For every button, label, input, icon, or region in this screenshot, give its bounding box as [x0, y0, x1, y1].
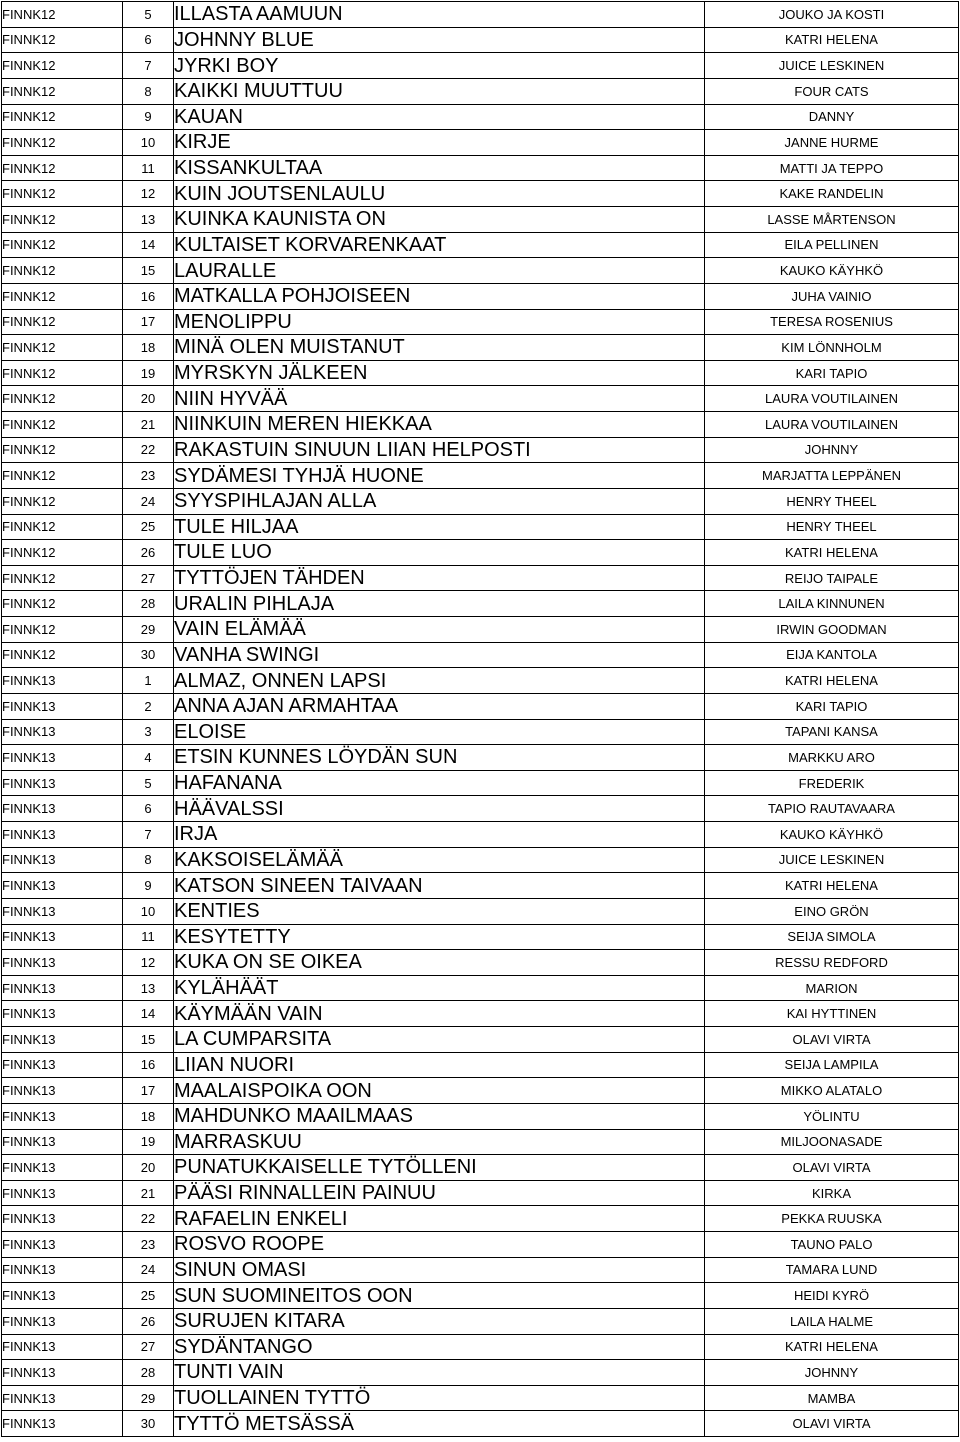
artist-cell: OLAVI VIRTA [705, 1411, 959, 1437]
disc-code-cell: FINNK13 [2, 975, 123, 1001]
disc-code-cell: FINNK12 [2, 514, 123, 540]
disc-code-cell: FINNK13 [2, 1283, 123, 1309]
disc-code-cell: FINNK12 [2, 78, 123, 104]
table-row [2, 1411, 959, 1437]
disc-code-cell: FINNK13 [2, 745, 123, 771]
track-number-cell: 20 [123, 386, 174, 412]
table-row [2, 283, 959, 309]
track-number-cell: 9 [123, 104, 174, 130]
table-row [2, 770, 959, 796]
disc-code-cell: FINNK13 [2, 1360, 123, 1386]
artist-cell: FREDERIK [705, 770, 959, 796]
track-number-cell: 26 [123, 540, 174, 566]
song-title-cell: MENOLIPPU [174, 309, 705, 335]
disc-code-cell: FINNK12 [2, 53, 123, 79]
disc-code-cell: FINNK12 [2, 2, 123, 28]
song-title-cell: MAALAISPOIKA OON [174, 1078, 705, 1104]
disc-code-cell: FINNK12 [2, 27, 123, 53]
artist-cell: KATRI HELENA [705, 668, 959, 694]
track-number-cell: 27 [123, 1334, 174, 1360]
song-title-cell: KIRJE [174, 130, 705, 156]
song-title-cell: MATKALLA POHJOISEEN [174, 283, 705, 309]
table-row [2, 1103, 959, 1129]
track-number-cell: 20 [123, 1155, 174, 1181]
track-number-cell: 14 [123, 232, 174, 258]
artist-cell: MATTI JA TEPPO [705, 155, 959, 181]
disc-code-cell: FINNK13 [2, 1052, 123, 1078]
artist-cell: PEKKA RUUSKA [705, 1206, 959, 1232]
song-title-cell: LIIAN NUORI [174, 1052, 705, 1078]
artist-cell: KATRI HELENA [705, 540, 959, 566]
artist-cell: KAUKO KÄYHKÖ [705, 822, 959, 848]
disc-code-cell: FINNK13 [2, 1385, 123, 1411]
table-row [2, 1360, 959, 1386]
track-number-cell: 15 [123, 258, 174, 284]
track-number-cell: 23 [123, 1232, 174, 1258]
song-title-cell: ALMAZ, ONNEN LAPSI [174, 668, 705, 694]
artist-cell: KIRKA [705, 1180, 959, 1206]
artist-cell: EIJA KANTOLA [705, 642, 959, 668]
table-row [2, 412, 959, 438]
table-row [2, 130, 959, 156]
disc-code-cell: FINNK12 [2, 335, 123, 361]
table-row [2, 53, 959, 79]
artist-cell: LAILA KINNUNEN [705, 591, 959, 617]
artist-cell: LAURA VOUTILAINEN [705, 412, 959, 438]
table-row [2, 1385, 959, 1411]
table-row [2, 1257, 959, 1283]
track-number-cell: 21 [123, 1180, 174, 1206]
song-title-cell: NIINKUIN MEREN HIEKKAA [174, 412, 705, 438]
track-number-cell: 5 [123, 770, 174, 796]
table-row [2, 1283, 959, 1309]
song-title-cell: ELOISE [174, 719, 705, 745]
table-row [2, 693, 959, 719]
disc-code-cell: FINNK13 [2, 719, 123, 745]
table-row [2, 540, 959, 566]
song-title-cell: KULTAISET KORVARENKAAT [174, 232, 705, 258]
disc-code-cell: FINNK12 [2, 309, 123, 335]
track-number-cell: 30 [123, 1411, 174, 1437]
song-title-cell: PUNATUKKAISELLE TYTÖLLENI [174, 1155, 705, 1181]
song-title-cell: KISSANKULTAA [174, 155, 705, 181]
disc-code-cell: FINNK12 [2, 437, 123, 463]
disc-code-cell: FINNK12 [2, 617, 123, 643]
song-title-cell: TYTTÖ METSÄSSÄ [174, 1411, 705, 1437]
artist-cell: SEIJA LAMPILA [705, 1052, 959, 1078]
track-number-cell: 21 [123, 412, 174, 438]
artist-cell: KATRI HELENA [705, 1334, 959, 1360]
artist-cell: EILA PELLINEN [705, 232, 959, 258]
track-number-cell: 10 [123, 130, 174, 156]
table-row [2, 104, 959, 130]
table-row [2, 232, 959, 258]
table-row [2, 1027, 959, 1053]
song-title-cell: ROSVO ROOPE [174, 1232, 705, 1258]
song-title-cell: KAIKKI MUUTTUU [174, 78, 705, 104]
song-title-cell: KATSON SINEEN TAIVAAN [174, 873, 705, 899]
artist-cell: JOUKO JA KOSTI [705, 2, 959, 28]
artist-cell: MARION [705, 975, 959, 1001]
track-number-cell: 11 [123, 924, 174, 950]
table-row [2, 1180, 959, 1206]
track-number-cell: 12 [123, 181, 174, 207]
song-title-cell: RAKASTUIN SINUUN LIIAN HELPOSTI [174, 437, 705, 463]
table-row [2, 1078, 959, 1104]
track-number-cell: 26 [123, 1308, 174, 1334]
table-row [2, 873, 959, 899]
song-title-cell: KUINKA KAUNISTA ON [174, 207, 705, 233]
artist-cell: JOHNNY [705, 1360, 959, 1386]
artist-cell: TAPANI KANSA [705, 719, 959, 745]
track-number-cell: 14 [123, 1001, 174, 1027]
disc-code-cell: FINNK13 [2, 1129, 123, 1155]
track-number-cell: 27 [123, 565, 174, 591]
song-title-cell: ILLASTA AAMUUN [174, 2, 705, 28]
artist-cell: MIKKO ALATALO [705, 1078, 959, 1104]
table-row [2, 309, 959, 335]
table-row [2, 1052, 959, 1078]
track-number-cell: 18 [123, 1103, 174, 1129]
song-title-cell: HÄÄVALSSI [174, 796, 705, 822]
table-row [2, 514, 959, 540]
artist-cell: JANNE HURME [705, 130, 959, 156]
song-title-cell: JYRKI BOY [174, 53, 705, 79]
artist-cell: KAI HYTTINEN [705, 1001, 959, 1027]
track-number-cell: 11 [123, 155, 174, 181]
table-row [2, 258, 959, 284]
table-row [2, 617, 959, 643]
song-title-cell: KAUAN [174, 104, 705, 130]
artist-cell: SEIJA SIMOLA [705, 924, 959, 950]
song-title-cell: TYTTÖJEN TÄHDEN [174, 565, 705, 591]
disc-code-cell: FINNK13 [2, 1155, 123, 1181]
disc-code-cell: FINNK12 [2, 232, 123, 258]
song-title-cell: KUKA ON SE OIKEA [174, 950, 705, 976]
table-row [2, 898, 959, 924]
artist-cell: KATRI HELENA [705, 873, 959, 899]
track-number-cell: 9 [123, 873, 174, 899]
table-row [2, 642, 959, 668]
disc-code-cell: FINNK13 [2, 1078, 123, 1104]
track-number-cell: 17 [123, 1078, 174, 1104]
artist-cell: KAUKO KÄYHKÖ [705, 258, 959, 284]
artist-cell: EINO GRÖN [705, 898, 959, 924]
table-row [2, 847, 959, 873]
track-number-cell: 12 [123, 950, 174, 976]
song-title-cell: LAURALLE [174, 258, 705, 284]
disc-code-cell: FINNK12 [2, 412, 123, 438]
track-number-cell: 25 [123, 1283, 174, 1309]
disc-code-cell: FINNK13 [2, 1257, 123, 1283]
table-row [2, 1232, 959, 1258]
song-table [1, 1, 959, 1437]
disc-code-cell: FINNK12 [2, 488, 123, 514]
disc-code-cell: FINNK12 [2, 155, 123, 181]
artist-cell: KIM LÖNNHOLM [705, 335, 959, 361]
disc-code-cell: FINNK13 [2, 898, 123, 924]
song-title-cell: HAFANANA [174, 770, 705, 796]
disc-code-cell: FINNK13 [2, 1027, 123, 1053]
artist-cell: FOUR CATS [705, 78, 959, 104]
disc-code-cell: FINNK12 [2, 104, 123, 130]
table-row [2, 796, 959, 822]
track-number-cell: 1 [123, 668, 174, 694]
artist-cell: TAPIO RAUTAVAARA [705, 796, 959, 822]
track-number-cell: 16 [123, 1052, 174, 1078]
artist-cell: KATRI HELENA [705, 27, 959, 53]
artist-cell: RESSU REDFORD [705, 950, 959, 976]
artist-cell: REIJO TAIPALE [705, 565, 959, 591]
artist-cell: MAMBA [705, 1385, 959, 1411]
disc-code-cell: FINNK12 [2, 386, 123, 412]
song-title-cell: KÄYMÄÄN VAIN [174, 1001, 705, 1027]
track-number-cell: 23 [123, 463, 174, 489]
song-title-cell: KESYTETTY [174, 924, 705, 950]
artist-cell: DANNY [705, 104, 959, 130]
track-number-cell: 29 [123, 1385, 174, 1411]
track-number-cell: 17 [123, 309, 174, 335]
track-number-cell: 7 [123, 53, 174, 79]
table-row [2, 1001, 959, 1027]
track-number-cell: 18 [123, 335, 174, 361]
table-row [2, 27, 959, 53]
song-title-cell: JOHNNY BLUE [174, 27, 705, 53]
artist-cell: LASSE MÅRTENSON [705, 207, 959, 233]
disc-code-cell: FINNK13 [2, 770, 123, 796]
song-title-cell: MARRASKUU [174, 1129, 705, 1155]
artist-cell: OLAVI VIRTA [705, 1027, 959, 1053]
disc-code-cell: FINNK12 [2, 540, 123, 566]
table-row [2, 1129, 959, 1155]
track-number-cell: 2 [123, 693, 174, 719]
table-row [2, 463, 959, 489]
table-row [2, 950, 959, 976]
artist-cell: MARKKU ARO [705, 745, 959, 771]
disc-code-cell: FINNK13 [2, 1206, 123, 1232]
disc-code-cell: FINNK13 [2, 1232, 123, 1258]
track-number-cell: 13 [123, 975, 174, 1001]
song-title-cell: KENTIES [174, 898, 705, 924]
disc-code-cell: FINNK12 [2, 258, 123, 284]
artist-cell: YÖLINTU [705, 1103, 959, 1129]
song-title-cell: TUOLLAINEN TYTTÖ [174, 1385, 705, 1411]
disc-code-cell: FINNK13 [2, 1411, 123, 1437]
song-title-cell: VAIN ELÄMÄÄ [174, 617, 705, 643]
disc-code-cell: FINNK13 [2, 1180, 123, 1206]
disc-code-cell: FINNK12 [2, 283, 123, 309]
disc-code-cell: FINNK13 [2, 693, 123, 719]
track-number-cell: 13 [123, 207, 174, 233]
table-row [2, 745, 959, 771]
track-number-cell: 5 [123, 2, 174, 28]
table-row [2, 155, 959, 181]
disc-code-cell: FINNK12 [2, 360, 123, 386]
track-number-cell: 25 [123, 514, 174, 540]
table-row [2, 822, 959, 848]
track-number-cell: 22 [123, 1206, 174, 1232]
artist-cell: JUICE LESKINEN [705, 847, 959, 873]
song-title-cell: MYRSKYN JÄLKEEN [174, 360, 705, 386]
artist-cell: MILJOONASADE [705, 1129, 959, 1155]
table-row [2, 975, 959, 1001]
song-title-cell: TUNTI VAIN [174, 1360, 705, 1386]
artist-cell: HEIDI KYRÖ [705, 1283, 959, 1309]
disc-code-cell: FINNK12 [2, 181, 123, 207]
table-row [2, 924, 959, 950]
song-title-cell: ETSIN KUNNES LÖYDÄN SUN [174, 745, 705, 771]
table-row [2, 668, 959, 694]
disc-code-cell: FINNK13 [2, 796, 123, 822]
track-number-cell: 8 [123, 78, 174, 104]
disc-code-cell: FINNK13 [2, 1308, 123, 1334]
song-title-cell: KAKSOISELÄMÄÄ [174, 847, 705, 873]
song-title-cell: SYDÄMESI TYHJÄ HUONE [174, 463, 705, 489]
track-number-cell: 24 [123, 1257, 174, 1283]
song-title-cell: PÄÄSI RINNALLEIN PAINUU [174, 1180, 705, 1206]
table-row [2, 1308, 959, 1334]
disc-code-cell: FINNK13 [2, 873, 123, 899]
disc-code-cell: FINNK13 [2, 847, 123, 873]
artist-cell: JUICE LESKINEN [705, 53, 959, 79]
artist-cell: OLAVI VIRTA [705, 1155, 959, 1181]
artist-cell: TAUNO PALO [705, 1232, 959, 1258]
song-title-cell: MAHDUNKO MAAILMAAS [174, 1103, 705, 1129]
artist-cell: KARI TAPIO [705, 693, 959, 719]
table-row [2, 591, 959, 617]
song-title-cell: SUN SUOMINEITOS OON [174, 1283, 705, 1309]
song-rows [2, 2, 959, 1437]
track-number-cell: 24 [123, 488, 174, 514]
disc-code-cell: FINNK12 [2, 463, 123, 489]
track-number-cell: 15 [123, 1027, 174, 1053]
artist-cell: HENRY THEEL [705, 514, 959, 540]
song-title-cell: URALIN PIHLAJA [174, 591, 705, 617]
song-title-cell: SURUJEN KITARA [174, 1308, 705, 1334]
disc-code-cell: FINNK13 [2, 1334, 123, 1360]
disc-code-cell: FINNK13 [2, 822, 123, 848]
disc-code-cell: FINNK12 [2, 591, 123, 617]
song-title-cell: MINÄ OLEN MUISTANUT [174, 335, 705, 361]
track-number-cell: 29 [123, 617, 174, 643]
table-row [2, 181, 959, 207]
table-row [2, 1155, 959, 1181]
song-title-cell: ANNA AJAN ARMAHTAA [174, 693, 705, 719]
track-number-cell: 19 [123, 1129, 174, 1155]
track-number-cell: 30 [123, 642, 174, 668]
song-title-cell: VANHA SWINGI [174, 642, 705, 668]
artist-cell: JOHNNY [705, 437, 959, 463]
artist-cell: LAURA VOUTILAINEN [705, 386, 959, 412]
song-title-cell: RAFAELIN ENKELI [174, 1206, 705, 1232]
track-number-cell: 3 [123, 719, 174, 745]
table-row [2, 78, 959, 104]
artist-cell: TERESA ROSENIUS [705, 309, 959, 335]
disc-code-cell: FINNK13 [2, 668, 123, 694]
song-title-cell: NIIN HYVÄÄ [174, 386, 705, 412]
disc-code-cell: FINNK13 [2, 950, 123, 976]
table-row [2, 360, 959, 386]
artist-cell: JUHA VAINIO [705, 283, 959, 309]
table-row [2, 1206, 959, 1232]
disc-code-cell: FINNK13 [2, 1001, 123, 1027]
artist-cell: IRWIN GOODMAN [705, 617, 959, 643]
table-row [2, 437, 959, 463]
song-title-cell: SYYSPIHLAJAN ALLA [174, 488, 705, 514]
track-number-cell: 28 [123, 1360, 174, 1386]
track-number-cell: 7 [123, 822, 174, 848]
song-title-cell: KYLÄHÄÄT [174, 975, 705, 1001]
table-row [2, 386, 959, 412]
table-row [2, 719, 959, 745]
track-number-cell: 10 [123, 898, 174, 924]
disc-code-cell: FINNK13 [2, 924, 123, 950]
song-title-cell: KUIN JOUTSENLAULU [174, 181, 705, 207]
table-row [2, 565, 959, 591]
song-title-cell: TULE LUO [174, 540, 705, 566]
artist-cell: TAMARA LUND [705, 1257, 959, 1283]
track-number-cell: 28 [123, 591, 174, 617]
artist-cell: HENRY THEEL [705, 488, 959, 514]
artist-cell: KARI TAPIO [705, 360, 959, 386]
track-number-cell: 22 [123, 437, 174, 463]
track-number-cell: 6 [123, 27, 174, 53]
disc-code-cell: FINNK12 [2, 642, 123, 668]
track-number-cell: 8 [123, 847, 174, 873]
song-title-cell: LA CUMPARSITA [174, 1027, 705, 1053]
table-row [2, 1334, 959, 1360]
table-row [2, 207, 959, 233]
track-number-cell: 4 [123, 745, 174, 771]
song-title-cell: IRJA [174, 822, 705, 848]
disc-code-cell: FINNK12 [2, 565, 123, 591]
track-number-cell: 16 [123, 283, 174, 309]
song-title-cell: TULE HILJAA [174, 514, 705, 540]
artist-cell: MARJATTA LEPPÄNEN [705, 463, 959, 489]
song-title-cell: SINUN OMASI [174, 1257, 705, 1283]
artist-cell: LAILA HALME [705, 1308, 959, 1334]
artist-cell: KAKE RANDELIN [705, 181, 959, 207]
track-number-cell: 6 [123, 796, 174, 822]
table-row [2, 2, 959, 28]
disc-code-cell: FINNK13 [2, 1103, 123, 1129]
track-number-cell: 19 [123, 360, 174, 386]
table-row [2, 335, 959, 361]
disc-code-cell: FINNK12 [2, 130, 123, 156]
song-title-cell: SYDÄNTANGO [174, 1334, 705, 1360]
table-row [2, 488, 959, 514]
disc-code-cell: FINNK12 [2, 207, 123, 233]
